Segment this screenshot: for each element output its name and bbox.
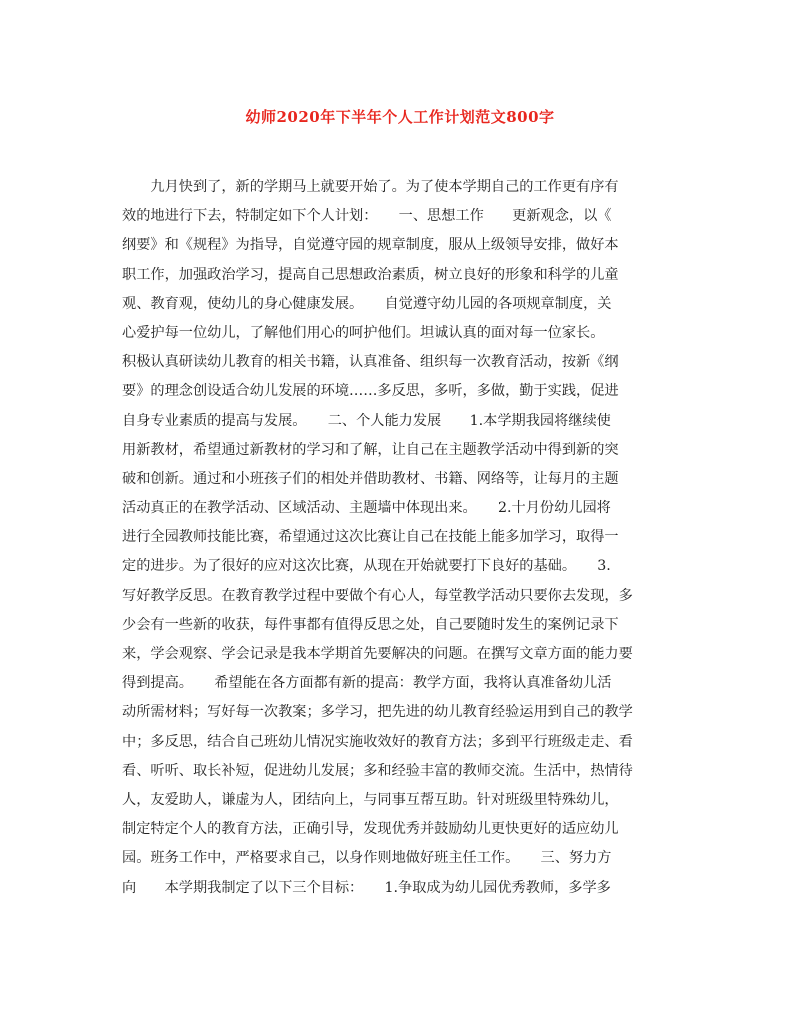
body-line: 破和创新。通过和小班孩子们的相处并借助教材、书籍、网络等，让每月的主题 [122,470,619,487]
body-line: 九月快到了，新的学期马上就要开始了。为了使本学期自己的工作更有序有 [122,179,619,195]
body-line: 来，学会观察、学会记录是我本学期首先要解决的问题。在撰写文章方面的能力要 [122,646,633,662]
body-line: 园。班务工作中，严格要求自己，以身作则地做好班主任工作。 三、努力方 [122,850,612,867]
body-line: 得到提高。 希望能在各方面都有新的提高：教学方面，我将认真准备幼儿活 [122,675,612,692]
body-line: 人，友爱助人，谦虚为人，团结向上，与同事互帮互助。针对班级里特殊幼儿， [122,791,619,808]
body-line: 少会有一些新的收获，每件事都有值得反思之处，自己要随时发生的案例记录下 [122,616,619,633]
body-line: 心爱护每一位幼儿，了解他们用心的呵护他们。坦诚认真的面对每一位家长。 [122,324,605,341]
body-line: 动所需材料；写好每一次教案；多学习，把先进的幼儿教育经验运用到自己的教学 [122,704,633,721]
body-line: 活动真正的在教学活动、区域活动、主题墙中体现出来。 2.十月份幼儿园将 [122,500,611,517]
body-line: 进行全园教师技能比赛，希望通过这次比赛让自己在技能上能多加学习，取得一 [122,529,619,546]
body-line: 看、听听、取长补短，促进幼儿发展；多和经验丰富的教师交流。生活中，热情待 [122,762,633,779]
body-line: 职工作，加强政治学习，提高自己思想政治素质，树立良好的形象和科学的儿童 [122,266,619,283]
body-line: 自身专业素质的提高与发展。 二、个人能力发展 1.本学期我园将继续使 [122,412,611,429]
body-line: 中；多反思，结合自己班幼儿情况实施收效好的教育方法；多到平行班级走走、看 [122,733,633,750]
body-line: 制定特定个人的教育方法，正确引导，发现优秀并鼓励幼儿更快更好的适应幼儿 [122,821,619,838]
body-line: 向 本学期我制定了以下三个目标： 1.争取成为幼儿园优秀教师，多学多 [122,879,611,896]
body-line: 定的进步。为了很好的应对这次比赛，从现在开始就要打下良好的基础。 3. [122,558,611,575]
body-line: 用新教材，希望通过新教材的学习和了解，让自己在主题教学活动中得到新的突 [122,441,619,458]
body-line: 积极认真研读幼儿教育的相关书籍，认真准备、组织每一次教育活动，按新《纲 [122,354,619,371]
document-title: 幼师2020年下半年个人工作计划范文800字 [245,108,555,126]
body-line: 要》的理念创设适合幼儿发展的环境……多反思，多听，多做，勤于实践，促进 [122,383,619,400]
document-body [122,173,678,903]
body-line: 观、教育观，使幼儿的身心健康发展。 自觉遵守幼儿园的各项规章制度，关 [122,295,612,312]
body-line: 效的地进行下去，特制定如下个人计划： 一、思想工作 更新观念，以《 [122,208,612,225]
body-line: 写好教学反思。在教育教学过程中要做个有心人，每堂教学活动只要你去发现，多 [122,587,633,604]
body-line: 纲要》和《规程》为指导，自觉遵守园的规章制度，服从上级领导安排，做好本 [122,237,619,254]
